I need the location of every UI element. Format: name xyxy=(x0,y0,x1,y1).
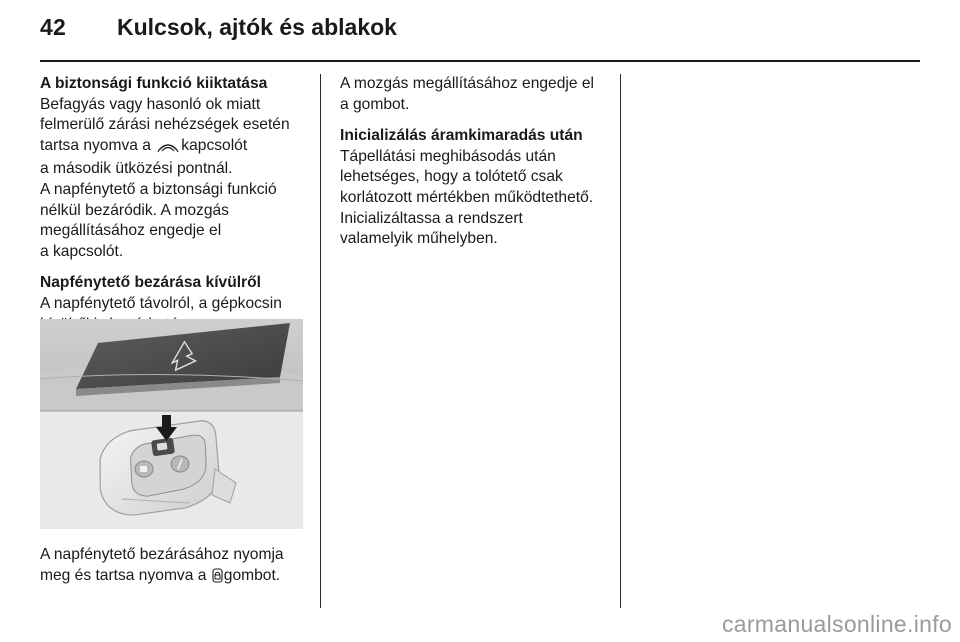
section-disable-safety xyxy=(40,74,308,262)
sunroof-switch-icon xyxy=(157,139,179,160)
caption-text: gombot. xyxy=(223,566,281,584)
body-line: A napfénytető a biztonsági funkció xyxy=(40,180,277,198)
body-line: valamelyik műhelyben. xyxy=(340,230,498,248)
remote-key-illustration-graphic xyxy=(40,319,303,529)
figure-caption xyxy=(40,545,310,589)
caption-line: A napfénytető bezárásához nyomja xyxy=(40,546,284,563)
body-text: kapcsolót xyxy=(181,136,248,154)
caption-text: meg és tartsa nyomva a xyxy=(40,566,207,584)
column-1 xyxy=(40,74,308,346)
body-line: a gombot. xyxy=(340,95,410,113)
section-body xyxy=(340,74,610,115)
section-heading: Inicializálás áramkimaradás után xyxy=(340,127,583,145)
page-title: Kulcsok, ajtók és ablakok xyxy=(117,14,397,40)
sunroof-lock-button-icon xyxy=(212,568,223,590)
body-line: A mozgás megállításához engedje el xyxy=(340,75,594,92)
body-line: Befagyás vagy hasonló ok miatt xyxy=(40,95,261,113)
watermark: carmanualsonline.info xyxy=(721,611,952,637)
remote-key-illustration xyxy=(40,319,303,529)
section-body xyxy=(40,95,308,263)
body-line: A napfénytető távolról, a gépkocsin xyxy=(40,294,282,312)
section-initialization xyxy=(340,126,610,250)
body-line: korlátozott mértékben működtethető. xyxy=(340,188,594,206)
header-rule xyxy=(40,60,920,62)
column-divider-left xyxy=(320,74,321,608)
caption-line-with-icon xyxy=(40,566,310,590)
page-number: 42 xyxy=(40,14,66,40)
body-line: megállításához engedje el xyxy=(40,222,222,240)
section-body xyxy=(340,147,610,250)
section-heading: A biztonsági funkció kiiktatása xyxy=(40,75,268,92)
body-line-with-icon xyxy=(40,136,308,160)
column-2 xyxy=(340,74,610,261)
body-text: tartsa nyomva a xyxy=(40,136,151,154)
body-line: nélkül bezáródik. A mozgás xyxy=(40,201,229,219)
column-divider-right xyxy=(620,74,621,608)
body-line: Inicializáltassa a rendszert xyxy=(340,209,523,227)
section-heading: Napfénytető bezárása kívülről xyxy=(40,274,261,292)
body-line: lehetséges, hogy a tolótető csak xyxy=(340,168,563,186)
body-line: felmerülő zárási nehézségek esetén xyxy=(40,116,290,134)
body-line: Tápellátási meghibásodás után xyxy=(340,147,556,165)
body-line: a kapcsolót. xyxy=(40,242,124,260)
body-line: a második ütközési pontnál. xyxy=(40,160,233,178)
